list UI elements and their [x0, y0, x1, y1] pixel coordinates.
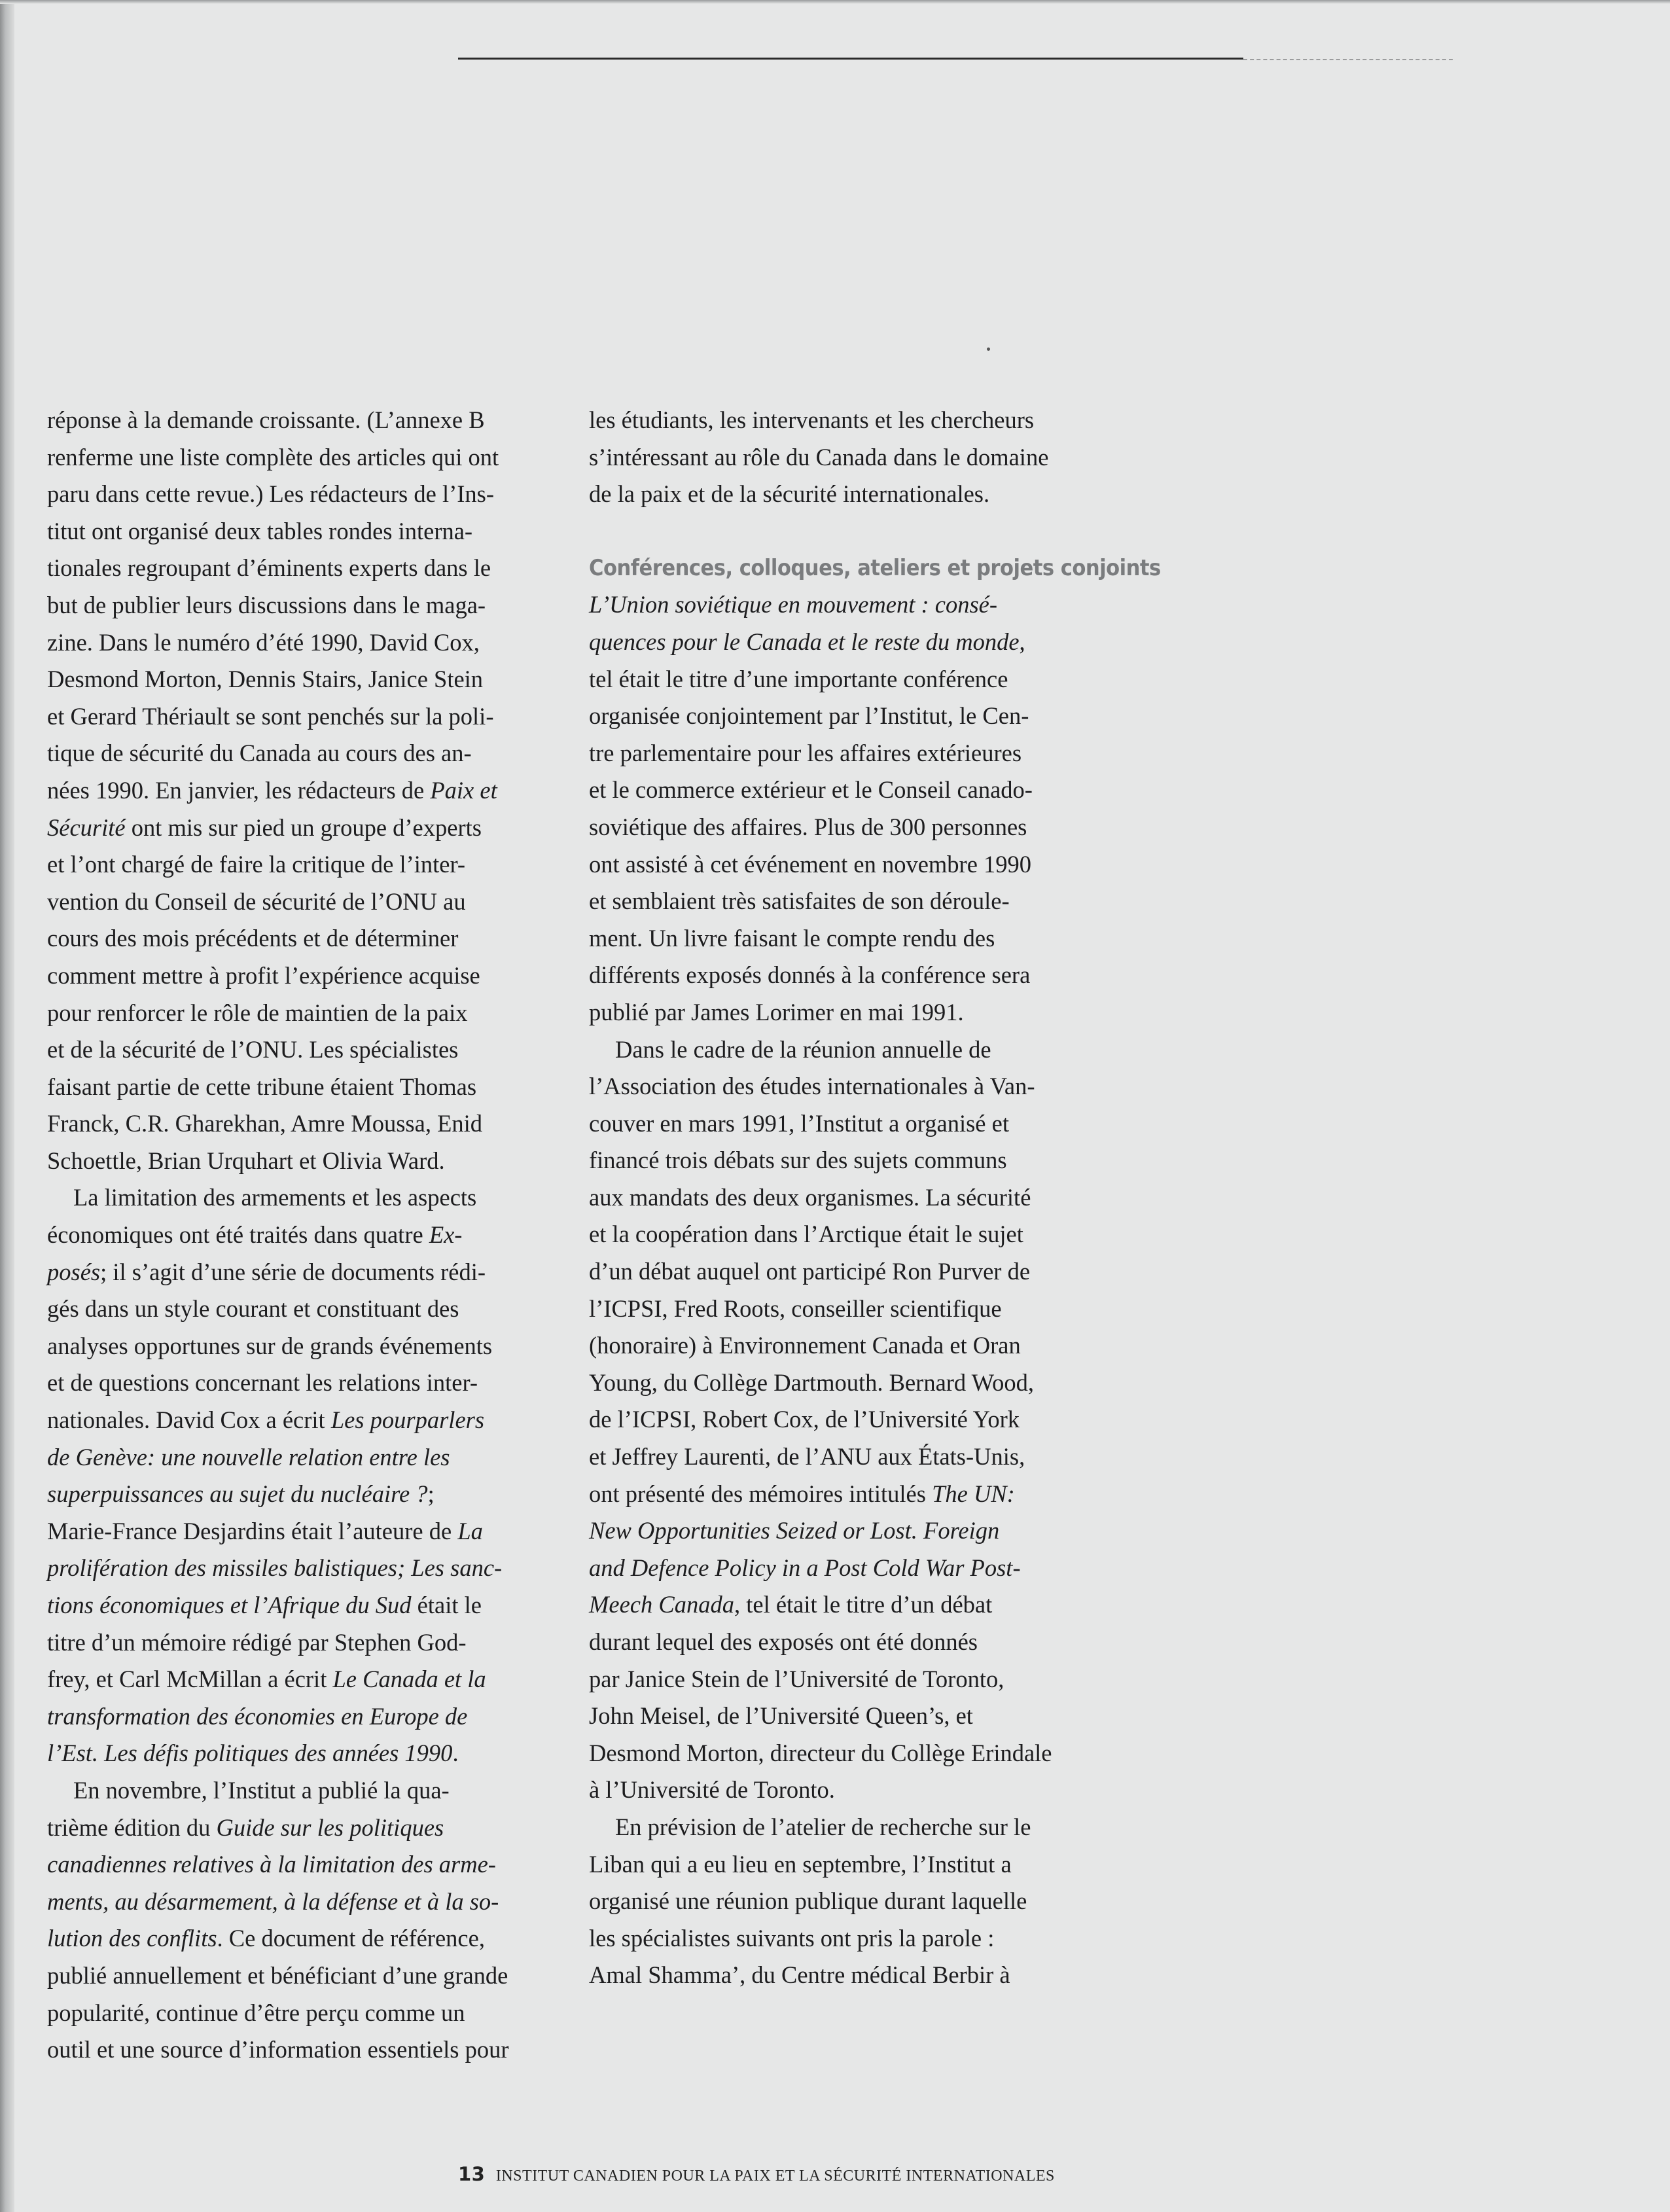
text-run: titre d’un mémoire rédigé par Stephen God- [47, 1628, 467, 1656]
text-line [589, 439, 1112, 476]
text-line [589, 402, 1112, 439]
text-run: l’Association des études internationales à Van- [589, 1073, 1035, 1100]
text-run: Desmond Morton, directeur du Collège Erindale [589, 1739, 1052, 1766]
text-run: organisé une réunion publique durant laquelle [589, 1887, 1027, 1915]
text-run: financé trois débats sur des sujets communs [589, 1147, 1007, 1174]
text-line [589, 1883, 1112, 1920]
text-run: Desmond Morton, Dennis Stairs, Janice Stein [47, 666, 484, 693]
text-line [47, 1624, 558, 1662]
header-rule-fade [1243, 59, 1453, 60]
text-run: durant lequel des exposés ont été donnés [589, 1628, 978, 1655]
header-rule [458, 58, 1243, 60]
italic-title-run: Guide sur les politiques [216, 1813, 444, 1841]
text-line [589, 1624, 1112, 1661]
italic-title-run: transformation des économies en Europe de [47, 1702, 468, 1730]
text-run: John Meisel, de l’Université Queen’s, et [589, 1702, 973, 1730]
text-line [589, 1550, 1112, 1587]
text-run: faisant partie de cette tribune étaient Thomas [47, 1073, 477, 1100]
print-speck [987, 348, 990, 351]
text-run: de l’ICPSI, Robert Cox, de l’Université York [589, 1406, 1020, 1433]
page-gutter-shadow [0, 0, 14, 2212]
text-line [589, 1512, 1112, 1550]
text-run: En prévision de l’atelier de recherche sur le [615, 1813, 1031, 1840]
text-run: ont présenté des mémoires intitulés [589, 1480, 933, 1507]
italic-title-run: l’Est. Les défis politiques des années 1990 [47, 1739, 453, 1767]
italic-title-run: canadiennes relatives à la limitation des arme- [47, 1851, 496, 1878]
italic-title-run: L’Union soviétique en mouvement : consé- [589, 591, 998, 618]
text-line [47, 1810, 558, 1847]
text-run: (honoraire) à Environnement Canada et Oran [589, 1332, 1021, 1359]
text-run: différents exposés donnés à la conférence sera [589, 961, 1031, 989]
text-line [47, 439, 558, 476]
text-run: , tel était le titre d’un débat [734, 1591, 993, 1618]
text-line [47, 550, 558, 587]
text-run: comment mettre à profit l’expérience acquise [47, 961, 480, 989]
text-run: . [452, 1739, 459, 1767]
text-run: à l’Université de Toronto. [589, 1776, 835, 1804]
text-run: Marie-France Desjardins était l’auteure de [47, 1517, 458, 1544]
text-run: cours des mois précédents et de déterminer [47, 925, 459, 952]
text-run: En novembre, l’Institut a publié la qua- [73, 1776, 450, 1804]
text-line [589, 1809, 1112, 1846]
text-line [47, 1328, 558, 1365]
italic-title-run: Les pourparlers [330, 1406, 485, 1434]
text-run: aux mandats des deux organismes. La sécurité [589, 1183, 1031, 1211]
text-run: Amal Shamma’, du Centre médical Berbir à [589, 1961, 1010, 1989]
text-line [47, 772, 558, 810]
text-line [47, 920, 558, 957]
text-run: vention du Conseil de sécurité de l’ONU au [47, 887, 466, 915]
text-run: ont mis sur pied un groupe d’experts [125, 813, 482, 841]
text-run: ont assisté à cet événement en novembre 1990 [589, 850, 1032, 878]
page-top-edge [0, 0, 1670, 4]
text-line [47, 1550, 558, 1587]
text-line [589, 1476, 1112, 1513]
text-line [589, 1291, 1112, 1328]
text-line [589, 1401, 1112, 1438]
page-number: 13 [458, 2163, 486, 2185]
text-run: par Janice Stein de l’Université de Toronto, [589, 1665, 1004, 1692]
text-run: La limitation des armements et les aspects [73, 1184, 477, 1211]
text-line [47, 624, 558, 662]
text-run: trième édition du [47, 1813, 217, 1841]
text-line [589, 476, 1112, 513]
running-title: INSTITUT CANADIEN POUR LA PAIX ET LA SÉCURITÉ INTERNATIONALES [495, 2167, 1055, 2185]
text-run: Liban qui a eu lieu en septembre, l’Institut a [589, 1850, 1012, 1878]
text-run: popularité, continue d’être perçu comme un [47, 1999, 465, 2026]
text-line [47, 1143, 558, 1180]
text-line [47, 1661, 558, 1698]
text-line [589, 1253, 1112, 1291]
text-run: et l’ont chargé de faire la critique de l’inter- [47, 851, 466, 878]
text-line [589, 772, 1112, 809]
left-text-column [47, 402, 558, 2069]
text-line [47, 698, 558, 736]
text-line [47, 995, 558, 1032]
text-run: Dans le cadre de la réunion annuelle de [615, 1035, 991, 1063]
italic-title-run: The UN: [932, 1480, 1015, 1507]
text-line [47, 1957, 558, 1995]
text-line [47, 1105, 558, 1143]
text-line [47, 957, 558, 995]
text-line [47, 1883, 558, 1921]
text-run: et le commerce extérieur et le Conseil canado- [589, 776, 1033, 804]
text-line [47, 661, 558, 698]
italic-title-run: lution des conflits [47, 1925, 217, 1952]
text-line [589, 1179, 1112, 1217]
text-run: et semblaient très satisfaites de son déroule- [589, 887, 1010, 915]
text-line [47, 2031, 558, 2069]
text-run: soviétique des affaires. Plus de 300 personnes [589, 813, 1027, 840]
text-run: et la coopération dans l’Arctique était le sujet [589, 1221, 1023, 1248]
italic-title-run: posés [47, 1258, 101, 1285]
text-line [47, 1698, 558, 1736]
text-run: . Ce document de référence, [217, 1925, 485, 1952]
text-run: était le [411, 1592, 482, 1618]
italic-title-run: and Defence Policy in a Post Cold War Post- [589, 1554, 1021, 1581]
text-line [47, 810, 558, 847]
text-run: publié annuellement et bénéficiant d’une grande [47, 1961, 508, 1989]
italic-title-run: tions économiques et l’Afrique du Sud [47, 1592, 412, 1618]
text-run: frey, et Carl McMillan a écrit [47, 1666, 333, 1693]
text-run: Schoettle, Brian Urquhart et Olivia Ward. [47, 1147, 445, 1174]
text-run: organisée conjointement par l’Institut, le Cen- [589, 702, 1029, 730]
italic-title-run: Ex- [429, 1221, 463, 1249]
text-line [47, 1217, 558, 1254]
text-run: s’intéressant au rôle du Canada dans le domaine [589, 443, 1049, 471]
text-line [47, 1031, 558, 1069]
text-line [589, 809, 1112, 846]
text-line [47, 1439, 558, 1476]
text-line [589, 1772, 1112, 1809]
text-line [589, 1920, 1112, 1957]
text-line [589, 1216, 1112, 1253]
italic-title-run: prolifération des missiles balistiques; Les sanc- [47, 1554, 503, 1582]
italic-title-run: Sécurité [47, 813, 126, 841]
text-line [47, 1513, 558, 1550]
text-line [589, 846, 1112, 883]
text-run: et Jeffrey Laurenti, de l’ANU aux États-Unis, [589, 1443, 1025, 1471]
text-run: Young, du Collège Dartmouth. Bernard Wood, [589, 1368, 1035, 1396]
text-line [47, 883, 558, 921]
text-run: publié par James Lorimer en mai 1991. [589, 998, 964, 1026]
text-run: tionales regroupant d’éminents experts dans le [47, 554, 491, 582]
text-run: pour renforcer le rôle de maintien de la paix [47, 999, 468, 1026]
text-line [47, 1291, 558, 1328]
text-line [47, 1995, 558, 2032]
text-run: tre parlementaire pour les affaires extérieures [589, 739, 1022, 766]
italic-title-run: Le Canada et la [332, 1666, 486, 1693]
text-line [47, 402, 558, 439]
italic-title-run: quences pour le Canada et le reste du monde [589, 628, 1020, 655]
text-line [47, 1069, 558, 1106]
text-line [589, 735, 1112, 772]
text-line [47, 1254, 558, 1291]
text-run: de la paix et de la sécurité internationales. [589, 480, 990, 508]
text-line [589, 1105, 1112, 1143]
text-run: ment. Un livre faisant le compte rendu des [589, 924, 995, 952]
page-footer [458, 2163, 1055, 2185]
text-run: ; [427, 1480, 435, 1508]
text-run: les étudiants, les intervenants et les chercheurs [589, 406, 1035, 433]
text-line [589, 1661, 1112, 1698]
italic-title-run: Meech Canada [589, 1591, 734, 1618]
text-line [47, 1735, 558, 1772]
text-run: économiques ont été traités dans quatre [47, 1221, 429, 1249]
text-line [47, 1179, 558, 1217]
text-line [589, 698, 1112, 735]
text-line [47, 846, 558, 883]
text-run: paru dans cette revue.) Les rédacteurs de l’Ins- [47, 480, 495, 508]
text-line [589, 586, 1112, 624]
italic-title-run: de Genève: une nouvelle relation entre les [47, 1443, 450, 1471]
text-line [589, 1327, 1112, 1365]
paragraph-gap [589, 513, 1112, 550]
text-line [589, 624, 1112, 661]
text-run: titut ont organisé deux tables rondes interna- [47, 517, 473, 544]
text-run: nées 1990. En janvier, les rédacteurs de [47, 776, 431, 804]
text-line [589, 1735, 1112, 1772]
text-run: gés dans un style courant et constituant des [47, 1295, 459, 1323]
text-line [47, 1587, 558, 1624]
text-line [47, 1476, 558, 1513]
text-line [47, 587, 558, 624]
text-line [589, 920, 1112, 957]
section-heading: Conférences, colloques, ateliers et projets conjoints [589, 554, 1161, 581]
text-line [47, 476, 558, 513]
text-line [589, 994, 1112, 1031]
text-run: et de la sécurité de l’ONU. Les spécialistes [47, 1036, 459, 1063]
text-line [47, 1920, 558, 1957]
text-line [589, 1957, 1112, 1994]
text-run: tique de sécurité du Canada au cours des an- [47, 740, 472, 767]
text-run: outil et une source d’information essentiels pour [47, 2036, 509, 2063]
text-run: nationales. David Cox a écrit [47, 1406, 331, 1434]
text-line [589, 1031, 1112, 1069]
text-line [589, 1586, 1112, 1624]
text-run: renferme une liste complète des articles qui ont [47, 443, 499, 471]
text-line [589, 1142, 1112, 1179]
text-line [589, 661, 1112, 698]
right-text-column [589, 402, 1161, 1994]
text-run: et Gerard Thériault se sont penchés sur la poli- [47, 702, 494, 730]
italic-title-run: La [457, 1517, 483, 1544]
italic-title-run: superpuissances au sujet du nucléaire ? [47, 1480, 428, 1508]
text-line [589, 883, 1112, 920]
text-run: zine. Dans le numéro d’été 1990, David Cox, [47, 628, 480, 656]
text-line [589, 1068, 1112, 1105]
text-line [47, 513, 558, 550]
text-run: et de questions concernant les relations inter- [47, 1369, 478, 1397]
text-run: but de publier leurs discussions dans le maga- [47, 591, 486, 618]
text-line [47, 1846, 558, 1883]
text-line [47, 735, 558, 772]
text-line [589, 1698, 1112, 1735]
text-run: réponse à la demande croissante. (L’annexe B [47, 406, 485, 433]
text-line [47, 1402, 558, 1439]
text-run: l’ICPSI, Fred Roots, conseiller scientifique [589, 1294, 1002, 1322]
text-line [589, 1846, 1112, 1883]
italic-title-run: Paix et [430, 776, 497, 804]
text-run: couver en mars 1991, l’Institut a organisé et [589, 1109, 1009, 1137]
italic-title-run: ments, au désarmement, à la défense et à la so- [47, 1887, 499, 1915]
text-run: , [1019, 628, 1025, 655]
text-line [47, 1772, 558, 1810]
text-run: les spécialistes suivants ont pris la parole : [589, 1924, 995, 1952]
italic-title-run: New Opportunities Seized or Lost. Foreign [589, 1517, 1000, 1544]
text-line [47, 1365, 558, 1402]
text-line [589, 1365, 1112, 1402]
text-line [589, 957, 1112, 994]
text-run: ; il s’agit d’une série de documents rédi- [100, 1258, 486, 1285]
text-run: analyses opportunes sur de grands événements [47, 1332, 493, 1359]
text-line [589, 1438, 1112, 1476]
text-run: Franck, C.R. Gharekhan, Amre Moussa, Enid [47, 1110, 483, 1137]
text-run: d’un débat auquel ont participé Ron Purver de [589, 1258, 1031, 1285]
text-run: tel était le titre d’une importante conférence [589, 665, 1008, 692]
